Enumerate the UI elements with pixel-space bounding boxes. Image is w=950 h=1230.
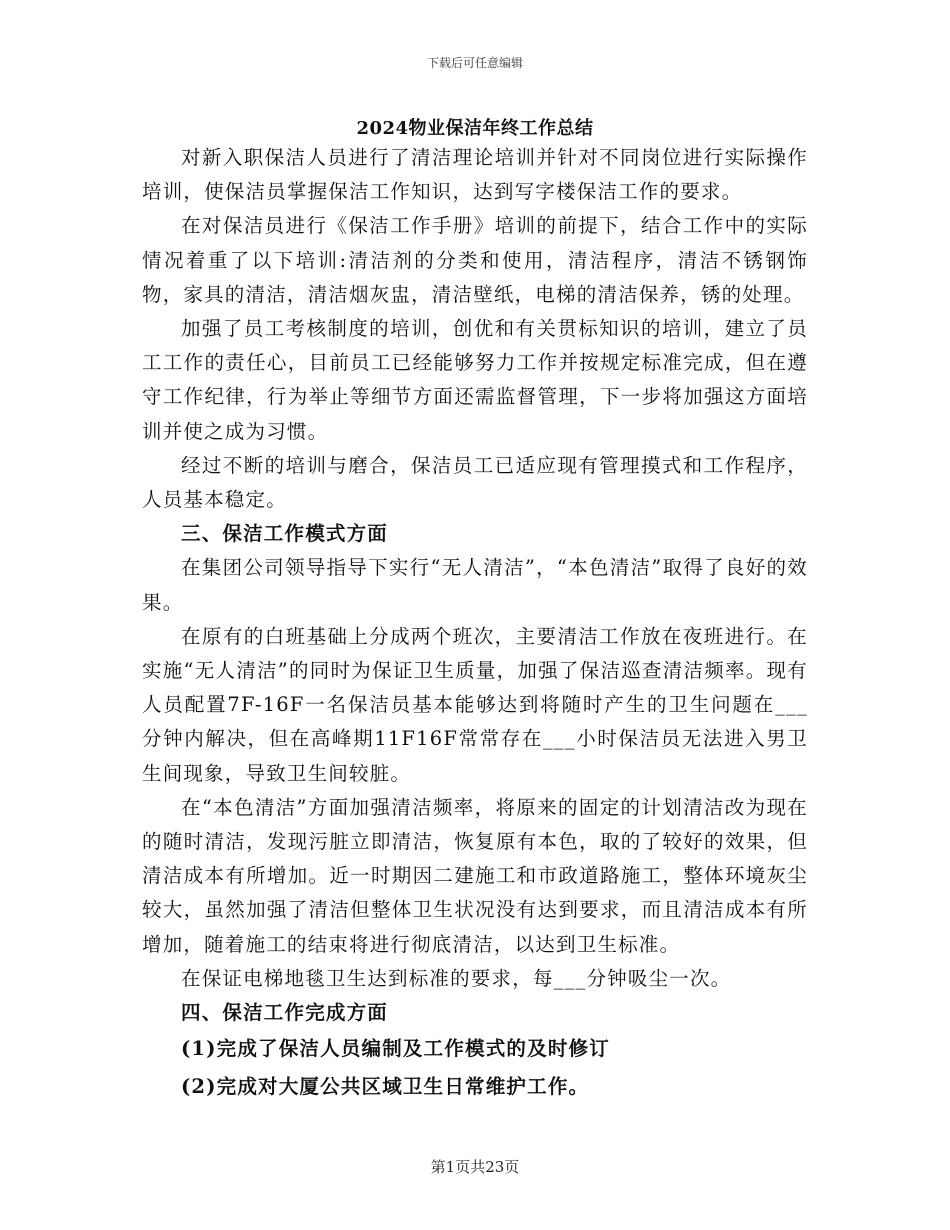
- paragraph: 在原有的白班基础上分成两个班次，主要清洁工作放在夜班进行。在实施“无人清洁”的同时为保证卫生质量，加强了保洁巡查清洁频率。现有人员配置7F-16F一名保洁员基本能够达到将随时产生的卫生问题在___分钟内解决，但在高峰期11F16F常常存在___小时保洁员无法进入男卫生间现象，导致卫生间较脏。: [142, 624, 808, 785]
- paragraph: 在集团公司领导指导下实行“无人清洁”，“本色清洁”取得了良好的效果。: [142, 556, 808, 614]
- document-body: [142, 141, 808, 1106]
- header-note: 下载后可任意编辑: [426, 56, 523, 70]
- paragraph: 在“本色清洁”方面加强清洁频率，将原来的固定的计划清洁改为现在的随时清洁，发现污脏立即清洁，恢复原有本色，取的了较好的效果，但清洁成本有所增加。近一时期因二建施工和市政道路施工，整体环境灰尘较大，虽然加强了清洁但整体卫生状况没有达到要求，而且清洁成本有所增加，随着施工的结束将进行彻底清洁，以达到卫生标准。: [142, 795, 808, 956]
- document-title: 2024物业保洁年终工作总结: [356, 118, 594, 139]
- paragraph: 经过不断的培训与磨合，保洁员工已适应现有管理摸式和工作程序，人员基本稳定。: [142, 453, 808, 512]
- paragraph: 对新入职保洁人员进行了清洁理论培训并针对不同岗位进行实际操作培训，使保洁员掌握保洁工作知识，达到写字楼保洁工作的要求。: [142, 146, 808, 204]
- section-heading-4: 四、保洁工作完成方面: [181, 1001, 389, 1025]
- paragraph: 在对保洁员进行《保洁工作手册》培训的前提下，结合工作中的实际情况着重了以下培训:清洁剂的分类和使用，清洁程序，清洁不锈钢饰物，家具的清洁，清洁烟灰盅，清洁壁纸，电梯的清洁保养，锈的处理。: [142, 214, 808, 306]
- page-number: 第1页共23页: [430, 1158, 520, 1176]
- paragraph: 加强了员工考核制度的培训，创优和有关贯标知识的培训，建立了员工工作的责任心，目前员工已经能够努力工作并按规定标准完成，但在遵守工作纪律，行为举止等细节方面还需监督管理，下一步将加强这方面培训并使之成为习惯。: [142, 317, 808, 443]
- paragraph: 在保证电梯地毯卫生达到标准的要求，每___分钟吸尘一次。: [181, 966, 732, 990]
- list-item: (1)完成了保洁人员编制及工作模式的及时修订: [181, 1037, 610, 1061]
- list-item: (2)完成对大厦公共区域卫生日常维护工作。: [181, 1075, 590, 1099]
- section-heading-3: 三、保洁工作模式方面: [181, 522, 389, 546]
